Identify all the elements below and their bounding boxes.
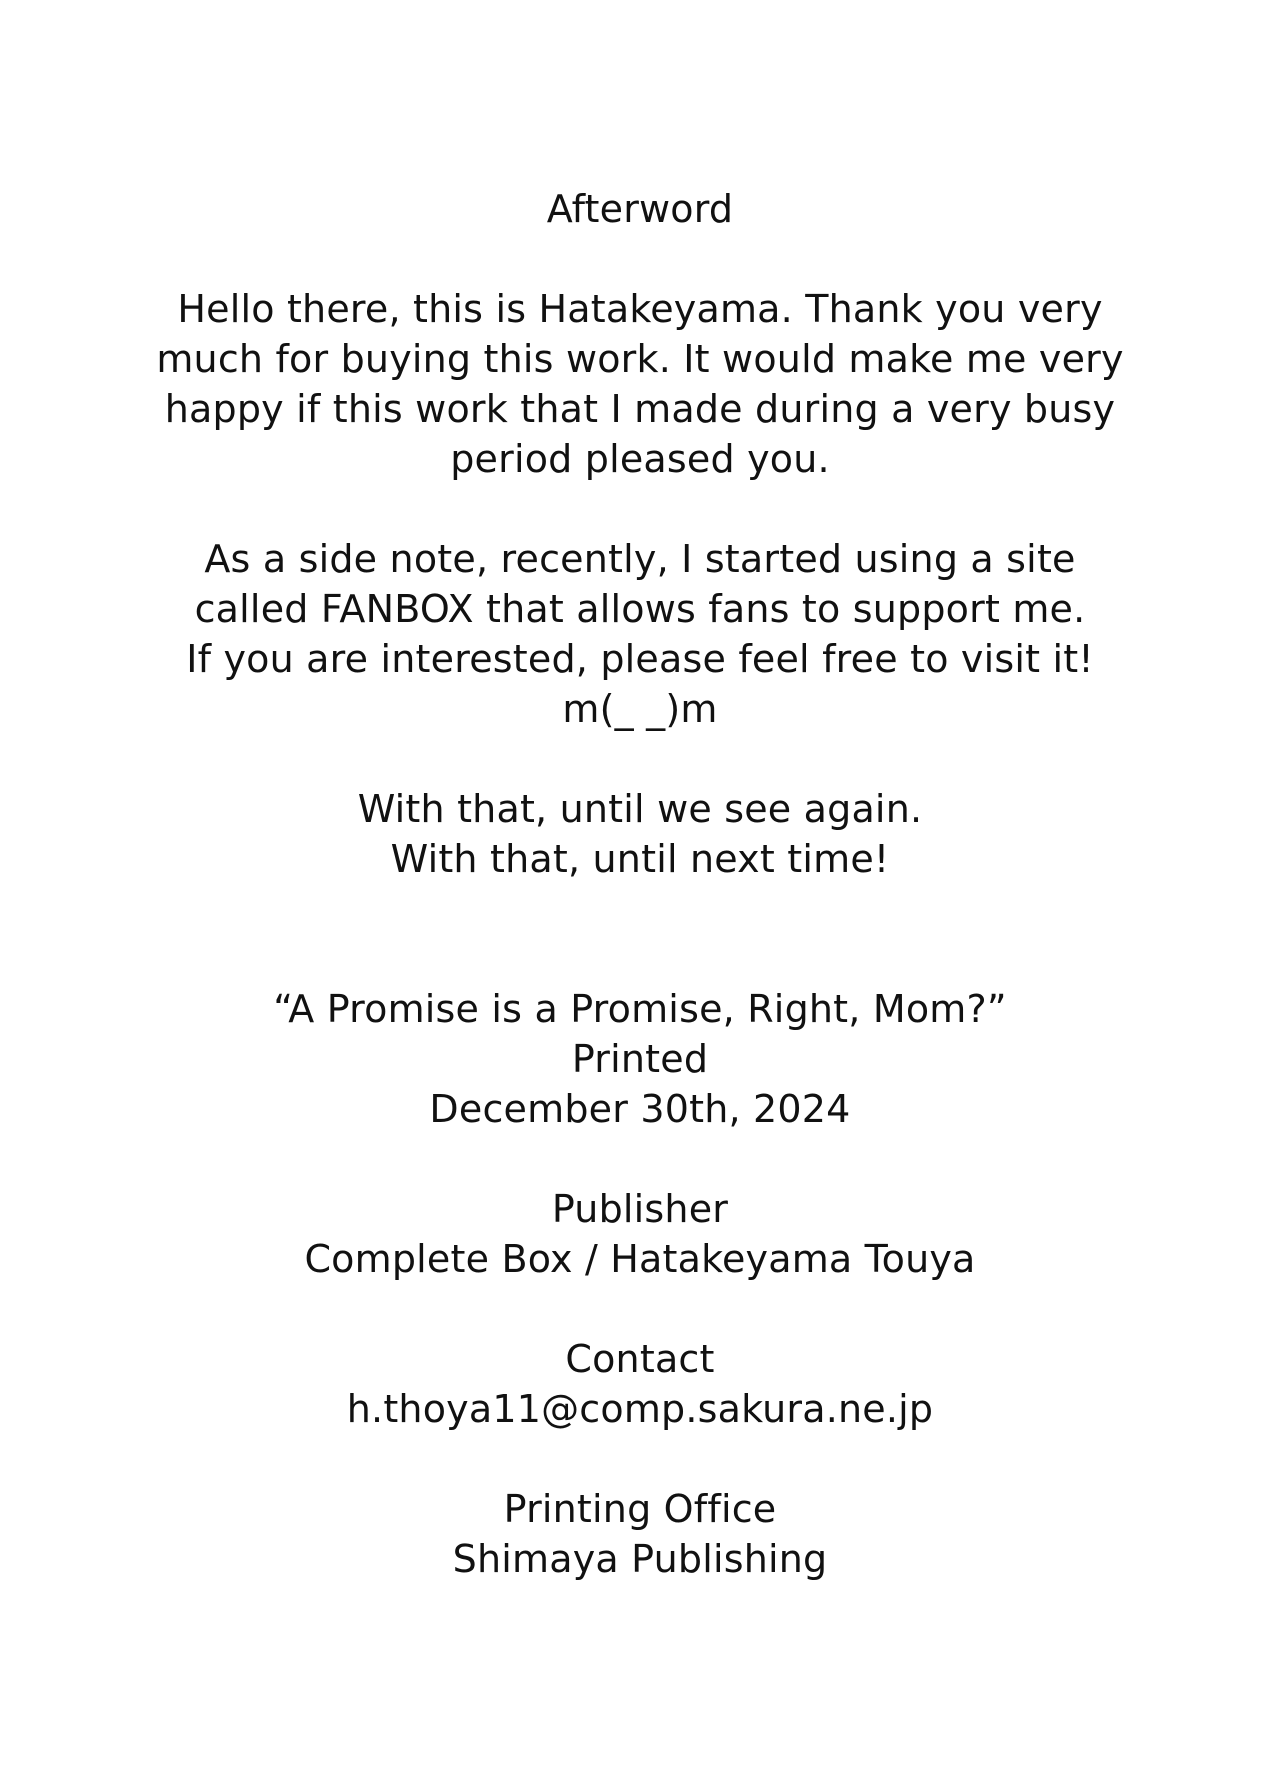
emoticon-line: m(_ _)m xyxy=(562,687,718,731)
afterword-closing xyxy=(0,784,1280,884)
paragraph-line: happy if this work that I made during a very busy xyxy=(164,387,1116,431)
contact-label: Contact xyxy=(565,1337,715,1381)
contact-email: h.thoya11@comp.sakura.ne.jp xyxy=(346,1387,934,1431)
printed-label: Printed xyxy=(571,1037,709,1081)
colophon-printing-office xyxy=(0,1484,1280,1584)
paragraph-line: Hello there, this is Hatakeyama. Thank you very xyxy=(177,287,1103,331)
printing-office-value: Shimaya Publishing xyxy=(452,1537,828,1581)
afterword-title: Afterword xyxy=(546,187,734,231)
publisher-label: Publisher xyxy=(551,1187,729,1231)
book-title: “A Promise is a Promise, Right, Mom?” xyxy=(273,987,1007,1031)
paragraph-line: If you are interested, please feel free to visit it! xyxy=(186,637,1094,681)
colophon-print-info xyxy=(0,984,1280,1134)
paragraph-line: As a side note, recently, I started using a site xyxy=(204,537,1076,581)
colophon-publisher xyxy=(0,1184,1280,1284)
printing-office-label: Printing Office xyxy=(503,1487,777,1531)
closing-line: With that, until next time! xyxy=(390,837,890,881)
afterword-paragraph-1 xyxy=(0,284,1280,484)
afterword-paragraph-2 xyxy=(0,534,1280,734)
paragraph-line: called FANBOX that allows fans to support me. xyxy=(194,587,1086,631)
closing-line: With that, until we see again. xyxy=(357,787,923,831)
printed-date: December 30th, 2024 xyxy=(429,1087,851,1131)
paragraph-line: much for buying this work. It would make me very xyxy=(156,337,1124,381)
publisher-value: Complete Box / Hatakeyama Touya xyxy=(304,1237,976,1281)
paragraph-line: period pleased you. xyxy=(450,437,830,481)
colophon-contact xyxy=(0,1334,1280,1434)
